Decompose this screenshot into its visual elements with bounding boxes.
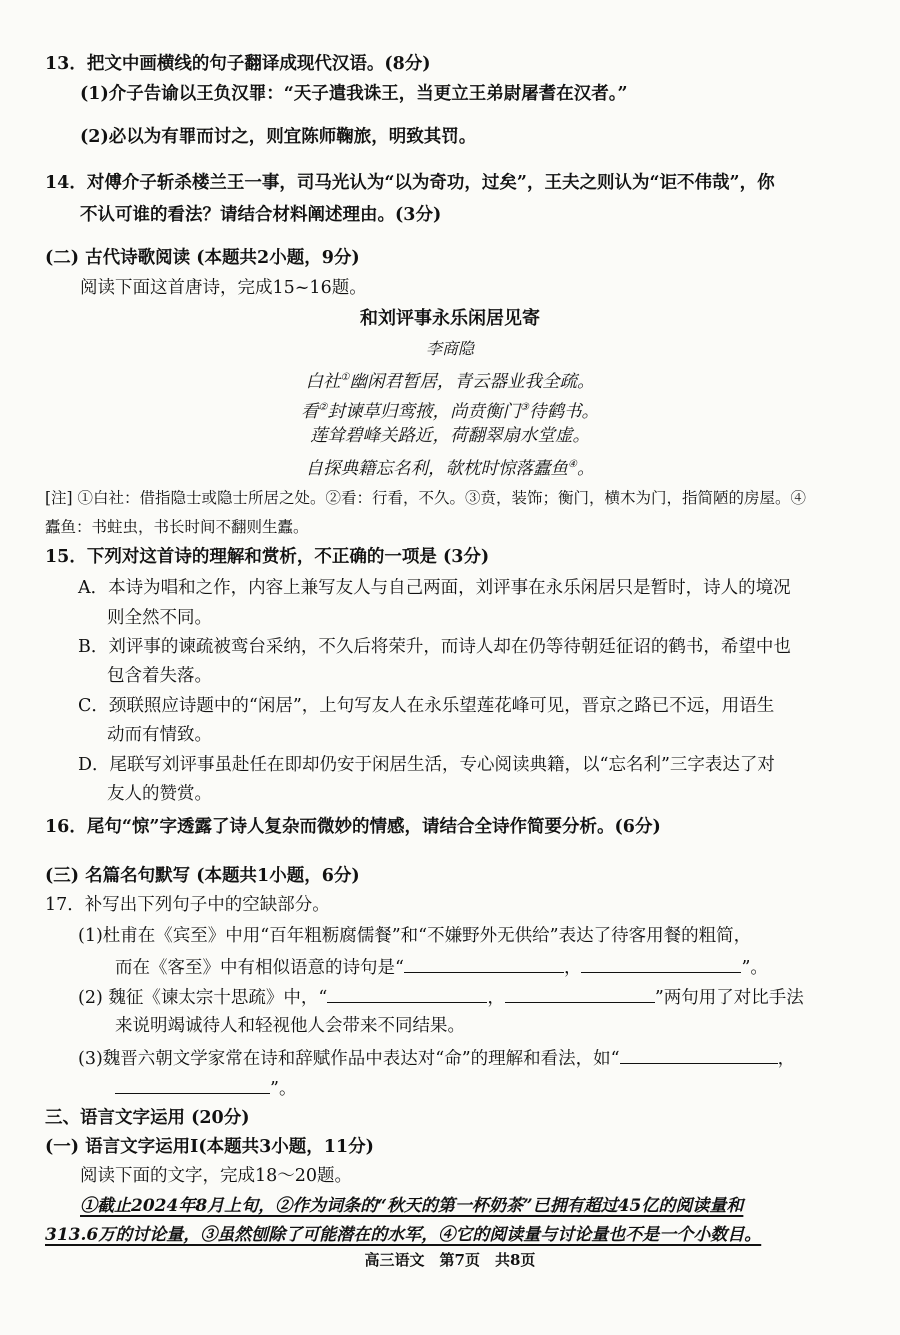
section-3-heading: (三) 名篇名句默写 (本题共1小题，6分) <box>45 866 360 886</box>
annotation-line-2: 蠹鱼：书蛀虫，书长时间不翻则生蠹。 <box>45 518 309 536</box>
poem-line-3: 莲耸碧峰关路近，荷翻翠扇水堂虚。 <box>310 426 590 446</box>
q17-part-3-line-1 <box>78 1045 795 1071</box>
section-2-intro: 阅读下面这首唐诗，完成15~16题。 <box>80 278 367 298</box>
annotation-line-1: [注] ①白社：借指隐士或隐士所居之处。②看：行看，不久。③贲，装饰；衡门，横木为门，指简陋的房屋。④ <box>45 489 807 507</box>
part-3-intro: 阅读下面的文字，完成18～20题。 <box>80 1166 353 1186</box>
q17-part-1-comma: ， <box>563 958 582 978</box>
q17-part-3-line-2 <box>115 1075 296 1101</box>
q15-option-b-line-2: 包含着失落。 <box>107 666 212 686</box>
note-marker-2: ② <box>318 402 328 413</box>
q15-option-c-line-1: C．颈联照应诗题中的“闲居”，上句写友人在永乐望莲花峰可见，晋京之路已不远，用语生 <box>78 696 775 716</box>
q15-option-b-line-1: B．刘评事的谏疏被鸾台采纳，不久后将荣升，而诗人却在仍等待朝廷征诏的鹤书，希望中也 <box>78 637 791 657</box>
poem-line-4-b: 。 <box>576 458 595 479</box>
answer-blank-5[interactable] <box>620 1045 778 1064</box>
poem-line-2 <box>0 396 900 424</box>
q17-part-2-line-1 <box>78 984 804 1010</box>
note-marker-4: ④ <box>568 459 577 470</box>
answer-blank-3[interactable] <box>327 984 487 1003</box>
poem-line-2-a: 看 <box>301 401 319 422</box>
q17-part-3-lead: (3)魏晋六朝文学家常在诗和辞赋作品中表达对“命”的理解和看法，如“ <box>78 1049 620 1069</box>
part-3-heading: 三、语言文字运用 (20分) <box>45 1108 250 1128</box>
answer-blank-2[interactable] <box>581 954 741 973</box>
q17-part-3-end: ”。 <box>270 1079 297 1099</box>
q17-part-3-comma: ， <box>777 1049 796 1069</box>
passage-line-1: ①截止2024年8月上旬，②作为词条的“秋天的第一杯奶茶”已拥有超过45亿的阅读量和 <box>80 1196 744 1216</box>
q17-part-2-lead: (2) 魏征《谏太宗十思疏》中，“ <box>78 988 328 1008</box>
q17-part-1-lead: 而在《客至》中有相似语意的诗句是“ <box>115 958 404 978</box>
q15-option-a-line-1: A．本诗为唱和之作，内容上兼写友人与自己两面，刘评事在永乐闲居只是暂时，诗人的境况 <box>78 578 791 598</box>
poem-line-4-a: 自探典籍忘名利，欹枕时惊落蠹鱼 <box>305 458 569 479</box>
q14-line-2: 不认可谁的看法？请结合材料阐述理由。(3分) <box>80 205 442 225</box>
poem-title: 和刘评事永乐闲居见寄 <box>360 308 540 329</box>
poem-author: 李商隐 <box>425 339 474 358</box>
q17-part-2-tail: ”两句用了对比手法 <box>654 988 804 1008</box>
answer-blank-4[interactable] <box>505 984 655 1003</box>
q13-sentence-2: (2)必以为有罪而讨之，则宜陈师鞠旅，明致其罚。 <box>80 127 477 147</box>
part-3-subheading: (一) 语言文字运用Ⅰ(本题共3小题，11分) <box>45 1137 374 1157</box>
answer-blank-6[interactable] <box>115 1075 270 1094</box>
q15-stem: 15．下列对这首诗的理解和赏析，不正确的一项是 (3分) <box>45 547 490 567</box>
q15-option-d-line-2: 友人的赞赏。 <box>107 784 212 804</box>
q17-part-1-line-2 <box>115 954 768 980</box>
q16-stem: 16．尾句“惊”字透露了诗人复杂而微妙的情感，请结合全诗作简要分析。(6分) <box>45 817 661 837</box>
q17-stem: 17．补写出下列句子中的空缺部分。 <box>45 895 330 915</box>
q15-option-a-line-2: 则全然不同。 <box>107 608 212 628</box>
poem-line-2-c: 待鹤书。 <box>528 401 599 422</box>
q13-sentence-1: (1)介子告谕以王负汉罪：“天子遣我诛王，当更立王弟尉屠耆在汉者。” <box>80 84 628 104</box>
answer-blank-1[interactable] <box>404 954 564 973</box>
q13-stem: 13．把文中画横线的句子翻译成现代汉语。(8分) <box>45 54 431 74</box>
poem-line-1 <box>0 366 900 394</box>
poem-line-2-b: 封谏草归鸾掖，尚贲衡门 <box>327 401 520 422</box>
q14-line-1: 14．对傅介子斩杀楼兰王一事，司马光认为“以为奇功，过矣”，王夫之则认为“讵不伟哉”，你 <box>45 173 775 193</box>
q17-part-2-comma: ， <box>487 988 505 1008</box>
passage-line-2: 313.6万的讨论量，③虽然刨除了可能潜在的水军，④它的阅读量与讨论量也不是一个小数目。 <box>45 1225 762 1245</box>
q17-part-1-line-1: (1)杜甫在《宾至》中用“百年粗粝腐儒餐”和“不嫌野外无供给”表达了待客用餐的粗简， <box>78 926 752 946</box>
poem-line-4 <box>0 453 900 481</box>
q15-option-d-line-1: D．尾联写刘评事虽赴任在即却仍安于闲居生活，专心阅读典籍，以“忘名利”三字表达了对 <box>78 755 775 775</box>
poem-line-1-a: 白社 <box>305 371 341 392</box>
q15-option-c-line-2: 动而有情致。 <box>107 725 212 745</box>
note-marker-1: ① <box>340 372 350 383</box>
poem-line-1-b: 幽闲君暂居，青云器业我全疏。 <box>349 371 595 392</box>
q17-part-2-line-2: 来说明竭诚待人和轻视他人会带来不同结果。 <box>115 1016 465 1036</box>
page-footer: 高三语文 第7页 共8页 <box>364 1251 536 1269</box>
section-2-heading: (二) 古代诗歌阅读 (本题共2小题，9分) <box>45 248 360 268</box>
note-marker-3: ③ <box>520 402 529 413</box>
q17-part-1-end: ”。 <box>741 958 768 978</box>
